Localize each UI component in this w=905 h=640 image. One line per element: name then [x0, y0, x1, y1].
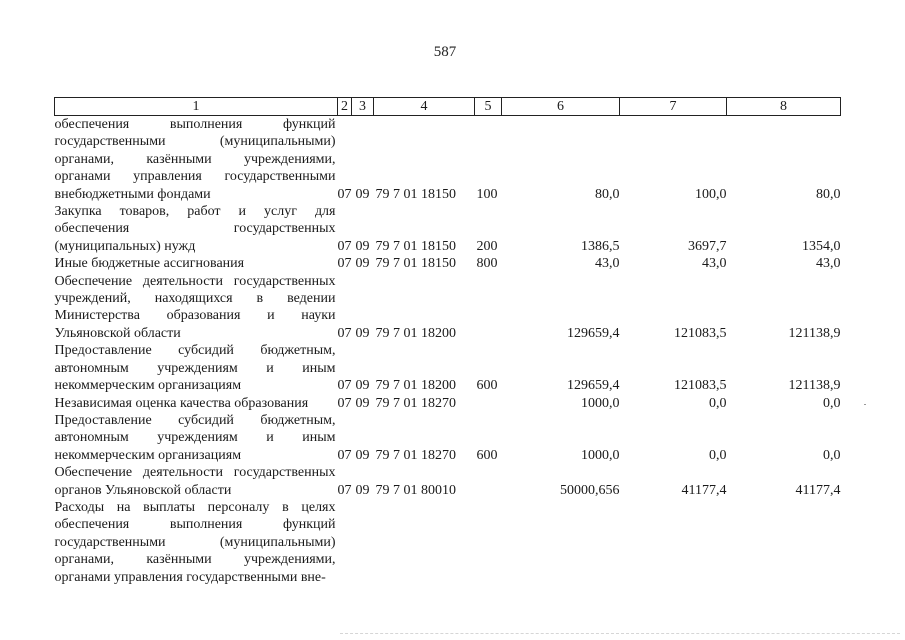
row-amount-col6: 1386,5	[581, 238, 620, 254]
row-target-article: 79 7 01 18200	[375, 378, 456, 394]
row-name: Предоставление субсидий бюджетным, автономным учреждениям и иным некоммерческим организациям	[54, 412, 336, 463]
table-row	[55, 203, 841, 255]
row-amount-col8: 121138,9	[788, 325, 841, 341]
row-subsection: 09	[355, 256, 370, 272]
row-amount-col7: 0,0	[709, 395, 727, 411]
row-target-article: 79 7 01 18150	[375, 238, 456, 254]
row-name: обеспечения выполнения функций государственными (муниципальными) органами, казёнными учреждениями, органами управления государственными внебюджетными фондами	[54, 117, 336, 202]
row-expense-type: 100	[476, 186, 498, 202]
row-section	[338, 499, 352, 586]
table-row	[55, 412, 841, 464]
page-number: 587	[433, 44, 457, 60]
table-row	[55, 255, 841, 272]
table-row	[55, 116, 841, 204]
row-amount-col7: 121083,5	[674, 378, 727, 394]
row-section: 07	[337, 256, 352, 272]
row-target-article: 79 7 01 18150	[375, 186, 456, 202]
row-section: 07	[337, 395, 352, 411]
table-row	[55, 464, 841, 499]
budget-table	[54, 97, 841, 586]
row-name: Независимая оценка качества образования	[54, 395, 309, 411]
row-amount-col6: 50000,656	[560, 482, 620, 498]
row-name: Предоставление субсидий бюджетным, автономным учреждениям и иным некоммерческим организациям	[54, 343, 336, 394]
column-header-6: 6	[502, 98, 620, 116]
row-expense-type	[475, 499, 502, 586]
row-expense-type: 600	[476, 447, 498, 463]
row-section: 07	[337, 482, 352, 498]
row-expense-type	[475, 273, 502, 343]
row-amount-col6: 80,0	[595, 186, 620, 202]
row-amount-col7: 0,0	[709, 447, 727, 463]
column-header-1: 1	[55, 98, 338, 116]
row-section: 07	[337, 186, 352, 202]
row-name: Расходы на выплаты персоналу в целях обеспечения выполнения функций государственными (муниципальными) органами, казёнными учреждениями, органами управления государственными вне-	[54, 499, 336, 585]
row-name: Обеспечение деятельности государственных учреждений, находящихся в ведении Министерства образования и науки Ульяновской области	[54, 273, 336, 341]
row-amount-col6	[502, 499, 620, 586]
row-amount-col8: 0,0	[823, 447, 841, 463]
row-amount-col7: 121083,5	[674, 325, 727, 341]
row-amount-col7: 100,0	[695, 186, 727, 202]
table-row	[55, 395, 841, 412]
row-amount-col8	[727, 499, 841, 586]
row-amount-col7: 43,0	[702, 256, 727, 272]
column-header-4: 4	[374, 98, 475, 116]
row-section: 07	[337, 325, 352, 341]
table-header-row	[55, 98, 841, 116]
row-subsection: 09	[355, 482, 370, 498]
row-amount-col6: 1000,0	[581, 447, 620, 463]
column-header-8: 8	[727, 98, 841, 116]
row-amount-col7: 3697,7	[688, 238, 727, 254]
row-amount-col7: 41177,4	[681, 482, 727, 498]
row-name: Иные бюджетные ассигнования	[54, 256, 245, 272]
scan-speck	[864, 404, 866, 405]
row-subsection: 09	[355, 325, 370, 341]
row-amount-col8: 80,0	[816, 186, 841, 202]
row-expense-type	[475, 395, 502, 412]
row-amount-col8: 1354,0	[802, 238, 841, 254]
row-section: 07	[337, 447, 352, 463]
row-amount-col8: 41177,4	[795, 482, 841, 498]
row-section: 07	[337, 378, 352, 394]
row-target-article: 79 7 01 18270	[375, 395, 456, 411]
column-header-5: 5	[475, 98, 502, 116]
row-subsection: 09	[355, 378, 370, 394]
row-target-article: 79 7 01 18200	[375, 325, 456, 341]
row-target-article: 79 7 01 18270	[375, 447, 456, 463]
scan-artifact-line	[340, 633, 900, 636]
row-target-article: 79 7 01 18150	[375, 256, 456, 272]
column-header-2: 2	[338, 98, 352, 116]
table-row	[55, 499, 841, 586]
column-header-3: 3	[352, 98, 374, 116]
row-amount-col8: 0,0	[823, 395, 841, 411]
row-subsection: 09	[355, 238, 370, 254]
row-expense-type	[475, 464, 502, 499]
row-amount-col6: 129659,4	[567, 325, 620, 341]
row-subsection	[352, 499, 374, 586]
row-subsection: 09	[355, 186, 370, 202]
row-amount-col6: 43,0	[595, 256, 620, 272]
column-header-7: 7	[620, 98, 727, 116]
row-amount-col7	[620, 499, 727, 586]
row-amount-col6: 1000,0	[581, 395, 620, 411]
row-target-article: 79 7 01 80010	[375, 482, 456, 498]
table-row	[55, 342, 841, 394]
row-expense-type: 800	[476, 256, 498, 272]
row-amount-col8: 121138,9	[788, 378, 841, 394]
table-row	[55, 273, 841, 343]
row-section: 07	[337, 238, 352, 254]
row-expense-type: 200	[476, 238, 498, 254]
row-expense-type: 600	[476, 378, 498, 394]
row-amount-col6: 129659,4	[567, 378, 620, 394]
row-name: Закупка товаров, работ и услуг для обеспечения государственных (муниципальных) нужд	[54, 204, 336, 254]
row-subsection: 09	[355, 395, 370, 411]
row-subsection: 09	[355, 447, 370, 463]
row-amount-col8: 43,0	[816, 256, 841, 272]
row-name: Обеспечение деятельности государственных органов Ульяновской области	[54, 465, 336, 498]
row-target-article	[374, 499, 475, 586]
